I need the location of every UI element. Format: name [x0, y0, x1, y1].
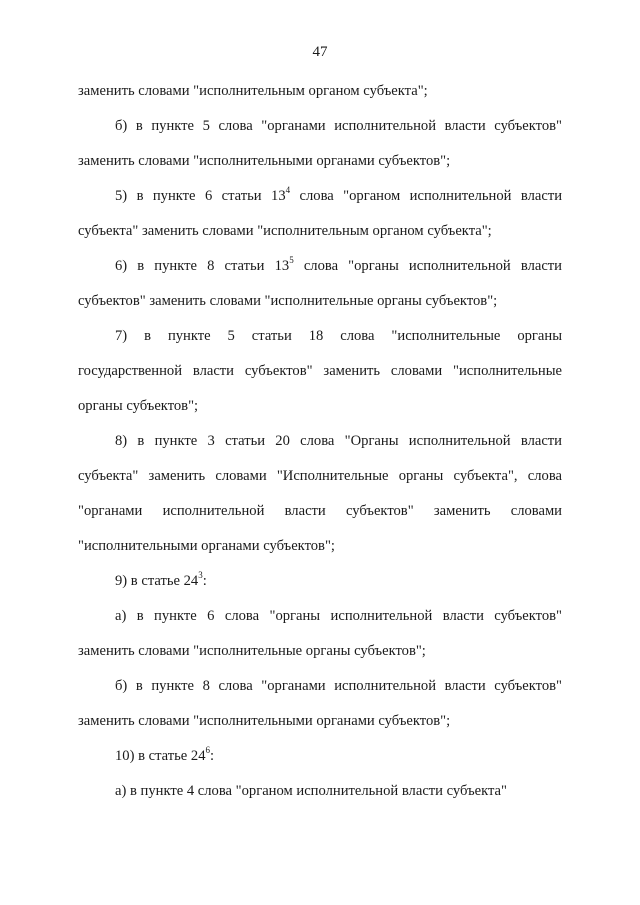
- paragraph: [78, 739, 562, 774]
- paragraph-text: б) в пункте 5 слова "органами исполнительной власти субъектов" заменить словами "исполнительными органами субъектов";: [78, 118, 562, 169]
- paragraph: [78, 774, 562, 809]
- superscript: 5: [289, 255, 294, 266]
- paragraph-text: слова "органы исполнительной власти субъектов" заменить словами "исполнительные органы субъектов";: [78, 258, 562, 309]
- paragraph: [78, 179, 562, 249]
- document-body: [78, 74, 562, 809]
- paragraph-text: б) в пункте 8 слова "органами исполнительной власти субъектов" заменить словами "исполнительными органами субъектов";: [78, 678, 562, 729]
- page-number: 47: [312, 44, 328, 60]
- paragraph-text: 5) в пункте 6 статьи 13: [115, 188, 286, 204]
- paragraph-text: :: [210, 748, 215, 764]
- paragraph-text: :: [202, 573, 207, 589]
- paragraph: [78, 319, 562, 424]
- paragraph-text: 10) в статье 24: [115, 748, 206, 764]
- paragraph-text: а) в пункте 6 слова "органы исполнительной власти субъектов" заменить словами "исполнительные органы субъектов";: [78, 608, 562, 659]
- paragraph: [78, 599, 562, 669]
- paragraph: [78, 669, 562, 739]
- superscript: 6: [205, 745, 211, 756]
- superscript: 3: [198, 570, 203, 581]
- paragraph: [78, 109, 562, 179]
- paragraph-text: заменить словами "исполнительным органом субъекта";: [78, 83, 428, 99]
- paragraph: [78, 74, 562, 109]
- paragraph-text: а) в пункте 4 слова "органом исполнительной власти субъекта": [115, 783, 507, 799]
- paragraph: [78, 424, 562, 564]
- paragraph-text: 7) в пункте 5 статьи 18 слова "исполнительные органы государственной власти субъектов" заменить словами "исполнительные органы субъектов";: [78, 328, 562, 414]
- superscript: 4: [285, 185, 291, 196]
- paragraph-text: 6) в пункте 8 статьи 13: [115, 258, 290, 274]
- paragraph-text: 8) в пункте 3 статьи 20 слова "Органы исполнительной власти субъекта" заменить словами "Исполнительные органы субъекта", слова "органами исполнительной власти субъектов" заменить словами "исполнительными органами субъектов";: [78, 433, 562, 554]
- paragraph: [78, 249, 562, 319]
- paragraph-text: 9) в статье 24: [115, 573, 199, 589]
- paragraph-text: слова "органом исполнительной власти субъекта" заменить словами "исполнительным органом субъекта";: [78, 188, 563, 239]
- paragraph: [78, 564, 562, 599]
